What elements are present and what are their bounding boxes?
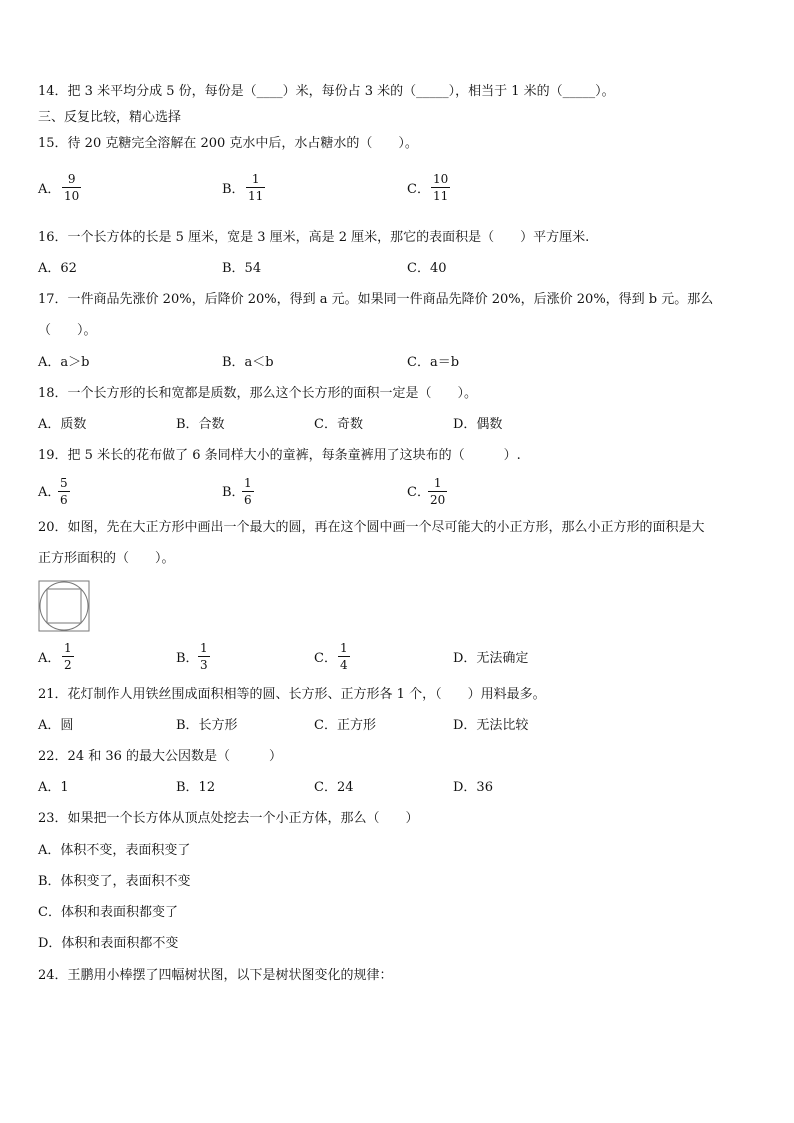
option-b: B．合数	[176, 417, 225, 432]
section-heading: 三、反复比较，精心选择	[38, 110, 182, 125]
question-24-stem: 24．王鹏用小棒摆了四幅树状图，以下是树状图变化的规律：	[38, 968, 393, 983]
option-c-fraction	[431, 172, 450, 203]
option-b-label: B．	[222, 485, 245, 500]
option-b: B．54	[222, 261, 262, 276]
question-17-stem-line2: （ ）。	[38, 323, 97, 338]
question-23-stem: 23．如果把一个长方体从顶点处挖去一个小正方体，那么（ ）	[38, 811, 419, 826]
option-c: C．正方形	[314, 718, 376, 733]
fraction-bar	[246, 187, 265, 188]
option-a-fraction	[62, 641, 74, 672]
option-c: C．40	[407, 261, 447, 276]
option-d: D．体积和表面积都不变	[38, 936, 179, 951]
option-c-label: C．	[407, 485, 430, 500]
denominator: 3	[200, 658, 208, 672]
denominator: 20	[430, 493, 446, 507]
option-b: B．a＜b	[222, 355, 274, 370]
option-c-fraction	[338, 641, 350, 672]
fraction-bar	[58, 491, 70, 492]
question-20-stem-line1: 20．如图，先在大正方形中画出一个最大的圆，再在这个圆中画一个尽可能大的小正方形，那么小正方形的面积是大	[38, 520, 705, 535]
option-b-label: B．	[176, 651, 199, 666]
option-b-label: B．	[222, 182, 245, 197]
numerator: 1	[244, 476, 252, 490]
question-19-stem: 19．把 5 米长的花布做了 6 条同样大小的童裤，每条童裤用了这块布的（ ）.	[38, 448, 521, 463]
question-15-stem: 15．待 20 克糖完全溶解在 200 克水中后，水占糖水的（ ）。	[38, 136, 418, 151]
option-c: C．24	[314, 780, 354, 795]
fraction-bar	[62, 656, 74, 657]
fraction-bar	[62, 187, 81, 188]
option-d: D．36	[453, 780, 493, 795]
option-c: C．a＝b	[407, 355, 460, 370]
option-b-fraction	[246, 172, 265, 203]
denominator: 6	[244, 493, 252, 507]
fraction-bar	[338, 656, 350, 657]
option-a: A．体积不变，表面积变了	[38, 843, 191, 858]
denominator: 11	[248, 189, 264, 203]
denominator: 6	[60, 493, 68, 507]
question-17-stem-line1: 17．一件商品先涨价 20%，后降价 20%，得到 a 元。如果同一件商品先降价 20%，后涨价 20%，得到 b 元。那么	[38, 292, 714, 307]
fraction-bar	[242, 491, 254, 492]
question-20-stem-line2: 正方形面积的（ ）。	[38, 551, 175, 566]
option-a-fraction	[58, 476, 70, 507]
denominator: 10	[64, 189, 80, 203]
option-b-fraction	[242, 476, 254, 507]
numerator: 5	[60, 476, 68, 490]
option-d: D．无法比较	[453, 718, 529, 733]
option-a: A．1	[38, 780, 69, 795]
numerator: 1	[200, 641, 208, 655]
square-circle-square-figure	[38, 580, 90, 632]
numerator: 1	[64, 641, 72, 655]
option-a: A．质数	[38, 417, 87, 432]
denominator: 11	[433, 189, 449, 203]
denominator: 4	[340, 658, 348, 672]
option-a-label: A．	[38, 485, 61, 500]
fraction-bar	[431, 187, 450, 188]
question-21-stem: 21．花灯制作人用铁丝围成面积相等的圆、长方形、正方形各 1 个，（ ）用料最多。	[38, 687, 546, 702]
option-a-label: A．	[38, 182, 61, 197]
option-a: A．圆	[38, 718, 74, 733]
option-a-label: A．	[38, 651, 61, 666]
denominator: 2	[64, 658, 72, 672]
numerator: 10	[433, 172, 449, 186]
option-b: B．体积变了，表面积不变	[38, 874, 191, 889]
question-18-stem: 18．一个长方形的长和宽都是质数，那么这个长方形的面积一定是（ ）。	[38, 386, 478, 401]
option-c-label: C．	[407, 182, 430, 197]
question-16-stem: 16．一个长方体的长是 5 厘米，宽是 3 厘米，高是 2 厘米，那它的表面积是（ ）平方厘米.	[38, 230, 590, 245]
question-22-stem: 22．24 和 36 的最大公因数是（ ）	[38, 749, 283, 764]
numerator: 1	[251, 172, 260, 186]
option-c-label: C．	[314, 651, 337, 666]
option-a: A．a＞b	[38, 355, 90, 370]
question-14: 14．把 3 米平均分成 5 份，每份是（____）米，每份占 3 米的（_____），相当于 1 米的（_____）。	[38, 84, 615, 99]
option-b-fraction	[198, 641, 210, 672]
option-d: D．无法确定	[453, 651, 529, 666]
option-a: A．62	[38, 261, 77, 276]
numerator: 1	[433, 476, 442, 490]
option-c: C．奇数	[314, 417, 363, 432]
fraction-bar	[428, 491, 447, 492]
small-square	[47, 589, 81, 623]
option-b: B．12	[176, 780, 216, 795]
numerator: 1	[340, 641, 348, 655]
option-b: B．长方形	[176, 718, 238, 733]
option-d: D．偶数	[453, 417, 503, 432]
option-a-fraction	[62, 172, 81, 203]
fraction-bar	[198, 656, 210, 657]
numerator: 9	[67, 172, 76, 186]
option-c-fraction	[428, 476, 447, 507]
option-c: C．体积和表面积都变了	[38, 905, 178, 920]
